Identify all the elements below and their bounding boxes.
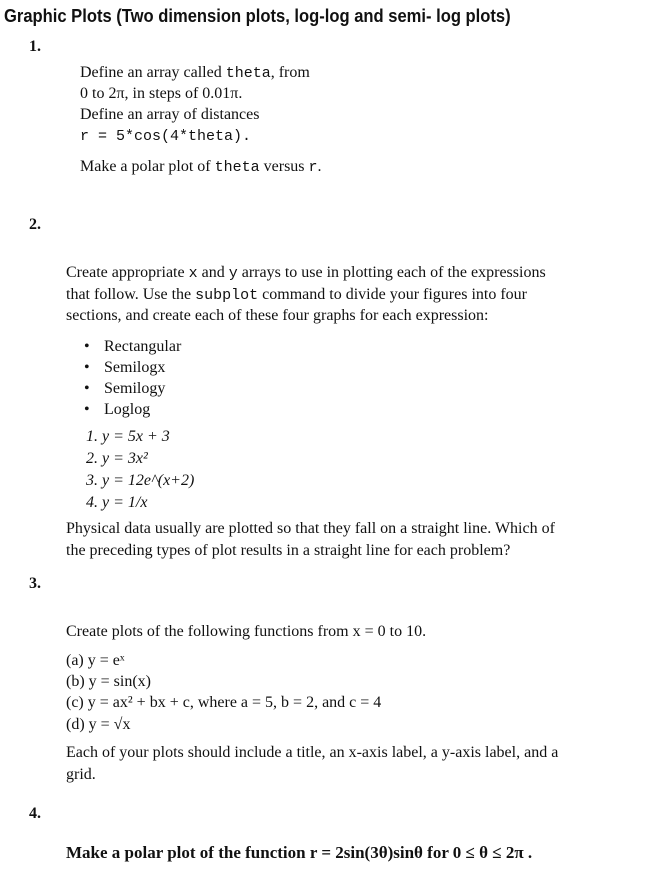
text: Define an array called (80, 64, 226, 81)
code: subplot (195, 287, 259, 304)
problem-2-intro-3: sections, and create each of these four graphs for each expression: (66, 307, 489, 324)
problem-2-outro-2: the preceding types of plot results in a straight line for each problem? (66, 542, 511, 559)
bullet-label: Loglog (104, 401, 151, 418)
problem-1-line-3: Define an array of distances (80, 106, 260, 123)
text: and (197, 264, 229, 281)
problem-3-number: 3. (29, 575, 41, 592)
text: Make a polar plot of (80, 158, 215, 175)
bullet-item (84, 338, 181, 356)
problem-2-intro-1 (66, 262, 546, 285)
text: Create appropriate (66, 264, 189, 281)
bullet-icon: • (84, 380, 90, 397)
bullet-label: Semilogx (104, 359, 166, 376)
problem-1-line-1 (80, 62, 310, 85)
problem-3-item-c: (c) y = ax² + bx + c, where a = 5, b = 2, and c = 4 (66, 694, 382, 711)
bullet-label: Semilogy (104, 380, 166, 397)
problem-1-line-5 (80, 156, 322, 179)
bullet-icon: • (84, 401, 90, 418)
expression-2: 2. y = 3x² (86, 450, 148, 467)
problem-3-item-b: (b) y = sin(x) (66, 673, 152, 690)
bullet-item (84, 359, 165, 377)
problem-3-item-a: (a) y = eˣ (66, 652, 125, 669)
text: arrays to use in plotting each of the expressions (237, 264, 546, 281)
problem-3-item-d: (d) y = √x (66, 716, 131, 733)
code: y (228, 265, 238, 282)
bullet-icon: • (84, 338, 90, 355)
text: versus (259, 158, 309, 175)
page-title: Graphic Plots (Two dimension plots, log-log and semi- log plots) (4, 6, 511, 26)
bullet-item (84, 380, 165, 398)
code: r (308, 159, 318, 176)
problem-4-number: 4. (29, 805, 41, 822)
bullet-icon: • (84, 359, 90, 376)
problem-3-outro-1: Each of your plots should include a title, an x-axis label, a y-axis label, and a (66, 744, 559, 761)
text: that follow. Use the (66, 286, 196, 303)
bullet-item (84, 401, 150, 419)
problem-4-text: Make a polar plot of the function r = 2sin(3θ)sinθ for 0 ≤ θ ≤ 2π . (66, 843, 533, 862)
text: , from (270, 64, 310, 81)
problem-3-outro-2: grid. (66, 766, 96, 783)
problem-2-number: 2. (29, 216, 41, 233)
problem-3-intro: Create plots of the following functions from x = 0 to 10. (66, 623, 427, 640)
expression-3: 3. y = 12e^(x+2) (86, 472, 195, 489)
code: x (188, 265, 198, 282)
expression-1: 1. y = 5x + 3 (86, 428, 170, 445)
text: . (317, 158, 322, 175)
code: theta (214, 159, 260, 176)
expression-4: 4. y = 1/x (86, 494, 148, 511)
bullet-label: Rectangular (104, 338, 182, 355)
code: theta (225, 65, 271, 82)
problem-2-outro-1: Physical data usually are plotted so that they fall on a straight line. Which of (66, 520, 555, 537)
problem-1-line-2: 0 to 2π, in steps of 0.01π. (80, 85, 243, 102)
problem-1-line-4: r = 5*cos(4*theta). (80, 128, 252, 145)
problem-2-intro-2 (66, 284, 527, 307)
text: command to divide your figures into four (258, 286, 528, 303)
problem-1-number: 1. (29, 38, 41, 55)
